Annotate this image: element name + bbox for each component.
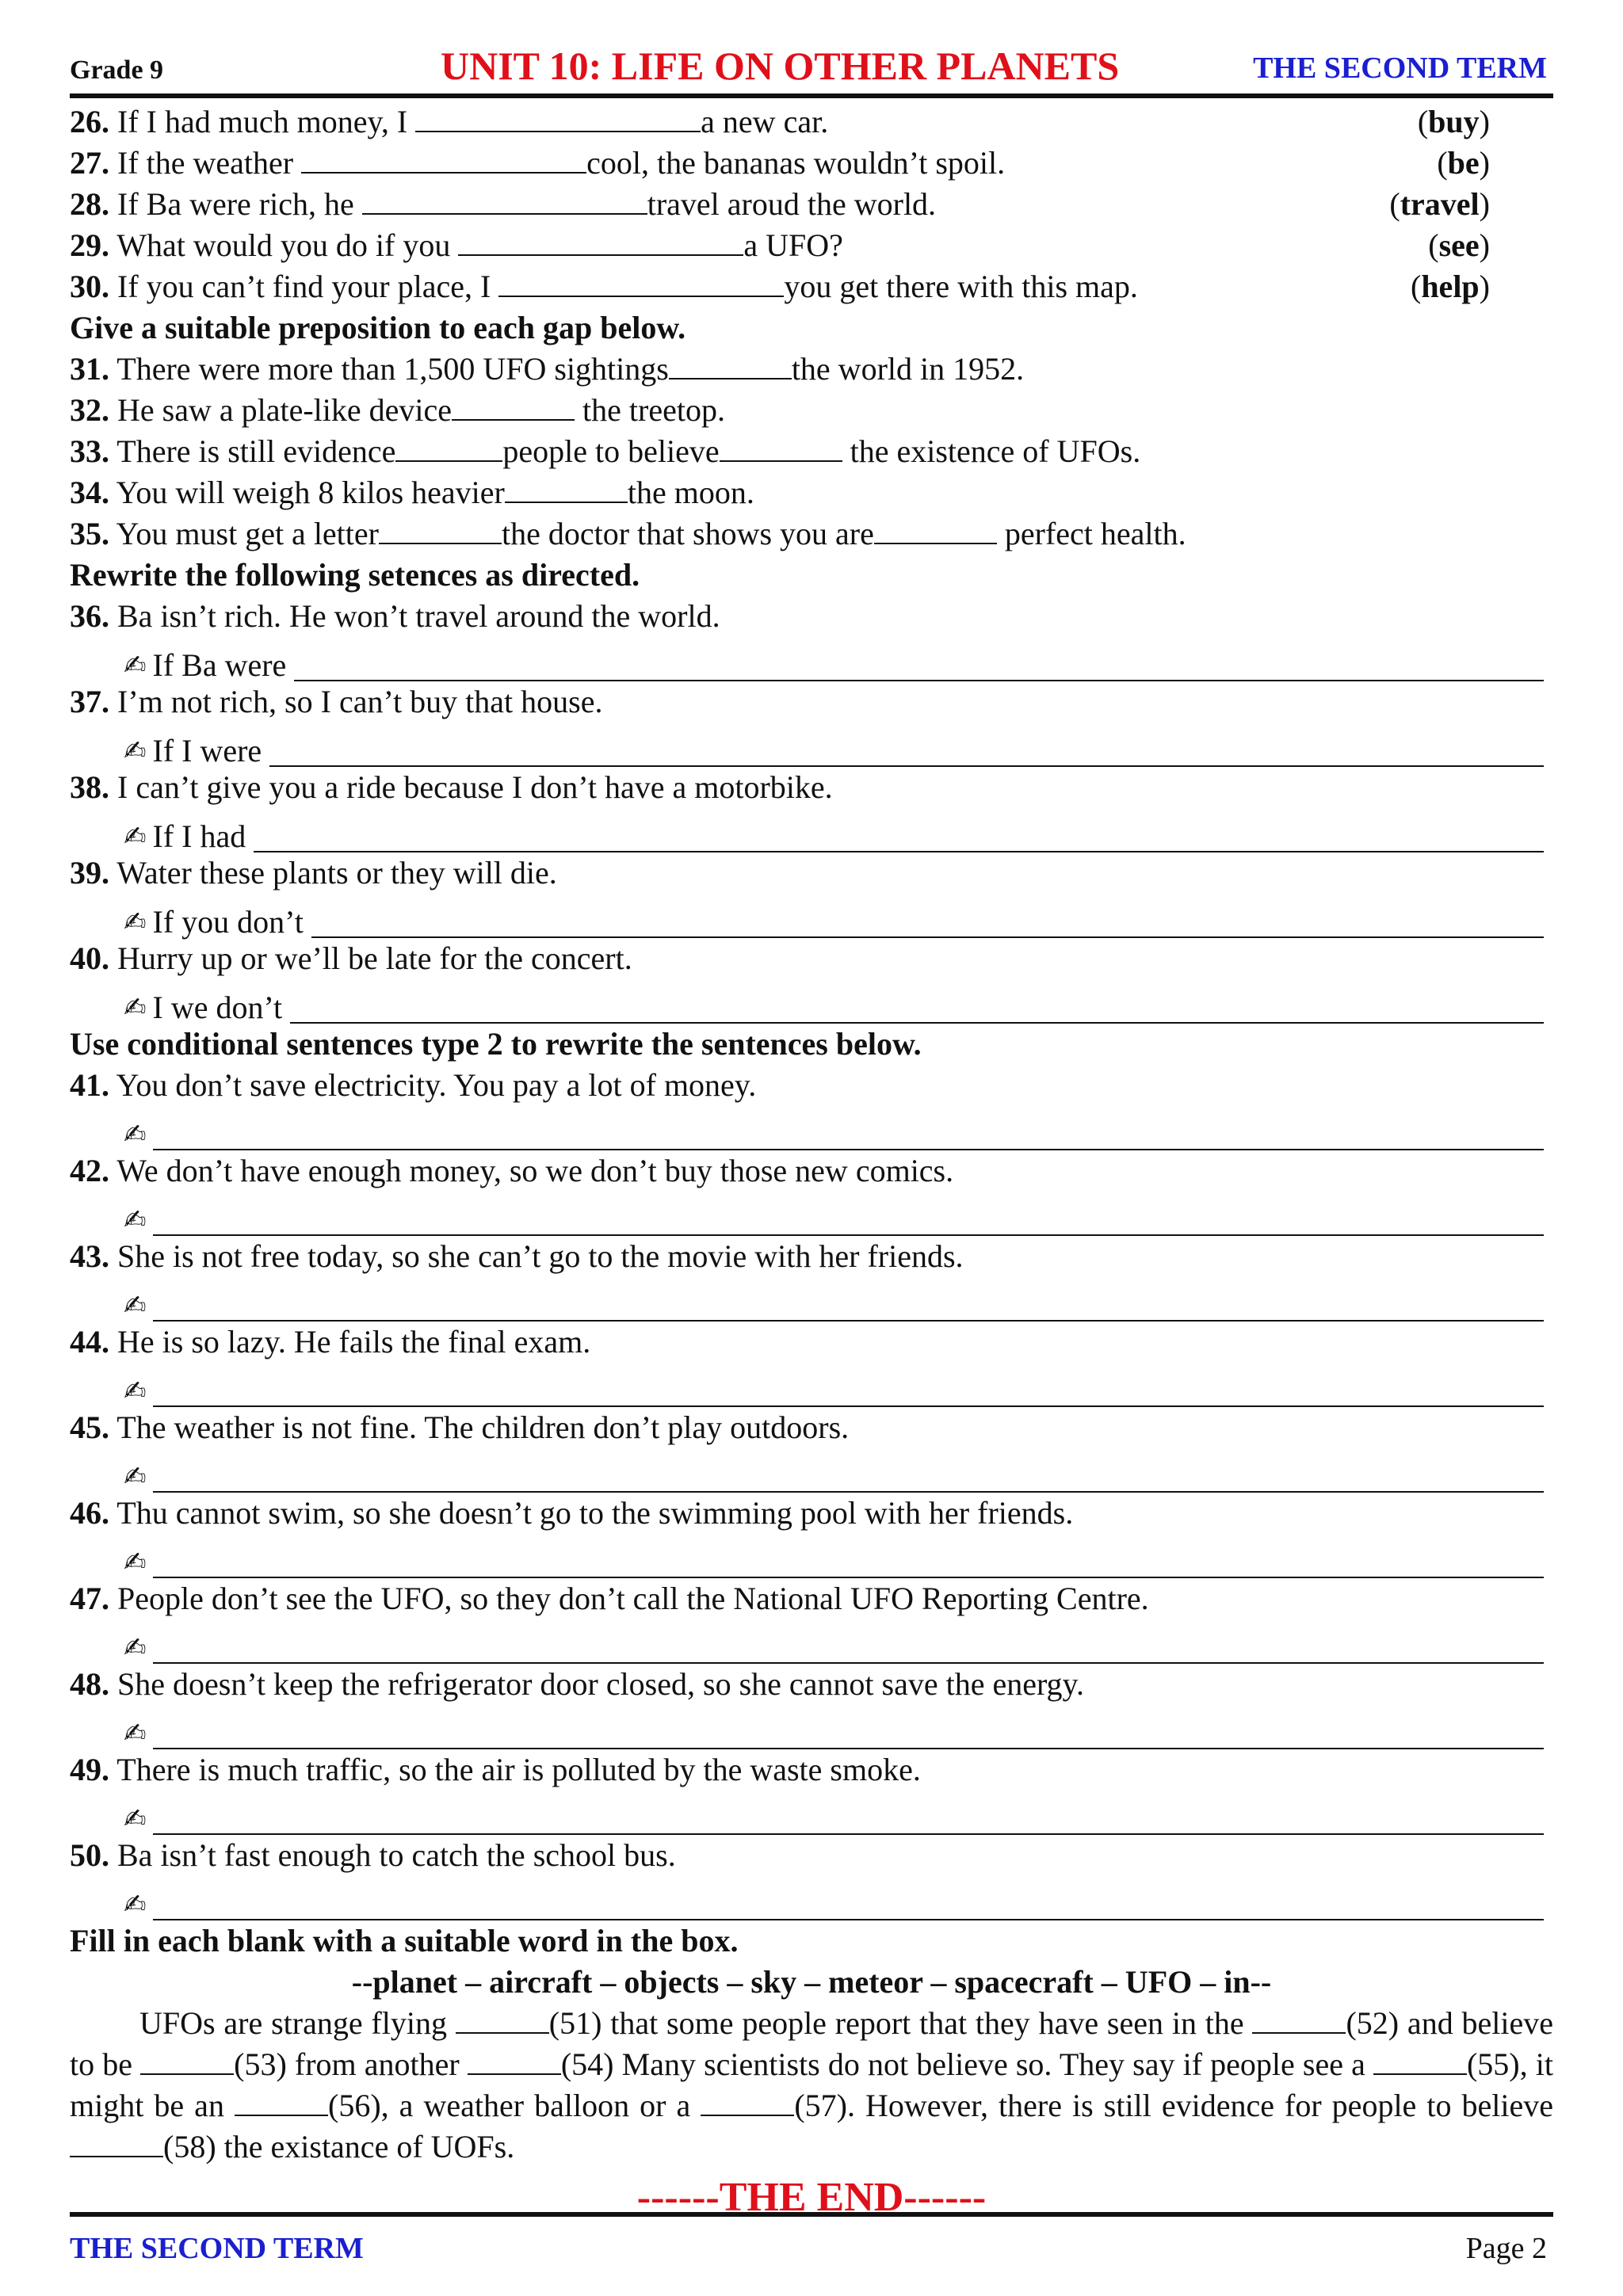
answer-blank[interactable] bbox=[415, 102, 701, 132]
writing-hand-icon: ✍ bbox=[124, 1204, 147, 1236]
item-number: 41. bbox=[70, 1067, 109, 1103]
item-number: 40. bbox=[70, 940, 109, 976]
exercise-item-43 bbox=[70, 1236, 1553, 1277]
exercise-item-50 bbox=[70, 1835, 1553, 1876]
exercise-item-41 bbox=[70, 1065, 1553, 1106]
answer-line[interactable] bbox=[153, 1203, 1545, 1236]
passage-text: (58) the existance of UOFs. bbox=[163, 2129, 515, 2164]
writing-hand-icon: ✍ bbox=[124, 1290, 147, 1322]
verb-hint: (see) bbox=[1428, 227, 1490, 263]
term-label-top: THE SECOND TERM bbox=[1253, 51, 1547, 85]
section-heading-conditional: Use conditional sentences type 2 to rewrite the sentences below. bbox=[70, 1026, 922, 1062]
answer-blank[interactable] bbox=[720, 432, 842, 462]
answer-blank[interactable] bbox=[379, 514, 502, 544]
answer-line[interactable] bbox=[153, 1117, 1545, 1150]
answer-blank[interactable] bbox=[669, 349, 792, 379]
writing-hand-icon: ✍ bbox=[124, 821, 147, 852]
item-number: 49. bbox=[70, 1752, 109, 1787]
item-text: the doctor that shows you are bbox=[501, 516, 874, 551]
answer-line[interactable] bbox=[153, 1545, 1545, 1578]
item-number: 47. bbox=[70, 1581, 109, 1616]
exercise-item-29 bbox=[70, 225, 1553, 266]
passage-text: (54) Many scientists do not believe so. They say if people see a bbox=[560, 2046, 1373, 2082]
item-text: You must get a letter bbox=[116, 516, 379, 551]
item-text: We don’t have enough money, so we don’t buy those new comics. bbox=[116, 1153, 954, 1188]
writing-hand-icon: ✍ bbox=[124, 1718, 147, 1749]
answer-row bbox=[70, 894, 1553, 938]
item-number: 46. bbox=[70, 1495, 109, 1531]
exercise-item-44 bbox=[70, 1322, 1553, 1363]
exercise-item-48 bbox=[70, 1664, 1553, 1705]
passage-text: (51) that some people report that they have seen in the bbox=[548, 2005, 1253, 2041]
item-text: She is not free today, so she can’t go to the movie with her friends. bbox=[117, 1238, 964, 1274]
answer-blank[interactable] bbox=[395, 432, 502, 462]
writing-hand-icon: ✍ bbox=[124, 1803, 147, 1835]
answer-blank[interactable] bbox=[498, 267, 784, 297]
passage-text: (57). However, there is still evidence for people to believe bbox=[794, 2088, 1553, 2123]
passage-text: (55), it might be an bbox=[70, 2046, 1553, 2123]
blank-52[interactable] bbox=[1252, 2004, 1346, 2034]
item-text: There is much traffic, so the air is polluted by the waste smoke. bbox=[116, 1752, 921, 1787]
item-text-after: a new car. bbox=[701, 104, 829, 139]
page-number: Page 2 bbox=[1465, 2232, 1547, 2265]
answer-row bbox=[70, 723, 1553, 767]
item-text: You will weigh 8 kilos heavier bbox=[116, 475, 505, 510]
worksheet-content bbox=[70, 101, 1553, 2221]
blank-57[interactable] bbox=[701, 2086, 794, 2116]
answer-row bbox=[70, 1192, 1553, 1236]
item-number: 31. bbox=[70, 351, 109, 387]
answer-lead: I we don’t bbox=[152, 990, 283, 1025]
exercise-item-45 bbox=[70, 1407, 1553, 1448]
item-text-before: What would you do if you bbox=[116, 227, 459, 263]
answer-line[interactable] bbox=[290, 990, 1544, 1024]
item-text: Ba isn’t rich. He won’t travel around the world. bbox=[117, 598, 720, 634]
answer-line[interactable] bbox=[153, 1630, 1545, 1664]
exercise-item-31 bbox=[70, 349, 1553, 390]
item-number: 45. bbox=[70, 1409, 109, 1445]
item-number: 27. bbox=[70, 145, 109, 181]
writing-hand-icon: ✍ bbox=[124, 735, 147, 767]
answer-row bbox=[70, 1705, 1553, 1749]
item-text: the moon. bbox=[627, 475, 754, 510]
page-header bbox=[70, 44, 1553, 98]
item-number: 43. bbox=[70, 1238, 109, 1274]
item-number: 44. bbox=[70, 1324, 109, 1360]
exercise-item-42 bbox=[70, 1150, 1553, 1192]
answer-blank[interactable] bbox=[452, 391, 575, 421]
answer-row bbox=[70, 979, 1553, 1024]
writing-hand-icon: ✍ bbox=[124, 1461, 147, 1493]
answer-line[interactable] bbox=[153, 1459, 1545, 1493]
verb-hint: (travel) bbox=[1389, 186, 1490, 222]
answer-blank[interactable] bbox=[874, 514, 997, 544]
item-text: He is so lazy. He fails the final exam. bbox=[117, 1324, 591, 1360]
writing-hand-icon: ✍ bbox=[124, 1889, 147, 1920]
verb-hint: (be) bbox=[1437, 145, 1490, 181]
item-number: 50. bbox=[70, 1837, 109, 1873]
item-number: 42. bbox=[70, 1153, 109, 1188]
answer-row bbox=[70, 1363, 1553, 1407]
exercise-item-38 bbox=[70, 767, 1553, 808]
passage-text: (56), a weather balloon or a bbox=[328, 2088, 701, 2123]
answer-line[interactable] bbox=[311, 905, 1544, 938]
passage-text: UFOs are strange flying bbox=[139, 2005, 456, 2041]
verb-hint: (help) bbox=[1410, 269, 1490, 304]
item-text: The weather is not fine. The children don’t play outdoors. bbox=[116, 1409, 850, 1445]
item-number: 34. bbox=[70, 475, 109, 510]
item-text: Thu cannot swim, so she doesn’t go to the swimming pool with her friends. bbox=[116, 1495, 1074, 1531]
item-text-after: a UFO? bbox=[743, 227, 843, 263]
answer-row bbox=[70, 1876, 1553, 1920]
item-number: 39. bbox=[70, 855, 109, 891]
item-text: Water these plants or they will die. bbox=[116, 855, 557, 891]
exercise-item-47 bbox=[70, 1578, 1553, 1619]
item-text: He saw a plate-like device bbox=[117, 392, 453, 428]
item-number: 36. bbox=[70, 598, 109, 634]
item-number: 28. bbox=[70, 186, 109, 222]
cloze-passage bbox=[70, 2003, 1553, 2168]
exercise-item-28 bbox=[70, 184, 1553, 225]
item-number: 33. bbox=[70, 433, 109, 469]
item-number: 35. bbox=[70, 516, 109, 551]
answer-blank[interactable] bbox=[505, 473, 628, 503]
section-heading-prepositions: Give a suitable preposition to each gap below. bbox=[70, 310, 686, 345]
writing-hand-icon: ✍ bbox=[124, 1632, 147, 1664]
item-text-after: cool, the bananas wouldn’t spoil. bbox=[586, 145, 1006, 181]
answer-line[interactable] bbox=[153, 1374, 1545, 1407]
item-text: There is still evidence bbox=[116, 433, 396, 469]
section-heading-fill-blank: Fill in each blank with a suitable word in the box. bbox=[70, 1923, 739, 1958]
item-text: Ba isn’t fast enough to catch the school bus. bbox=[117, 1837, 676, 1873]
answer-row bbox=[70, 1106, 1553, 1150]
answer-line[interactable] bbox=[254, 819, 1544, 852]
answer-line[interactable] bbox=[269, 734, 1544, 767]
writing-hand-icon: ✍ bbox=[124, 1375, 147, 1407]
writing-hand-icon: ✍ bbox=[124, 650, 147, 681]
section-heading-rewrite: Rewrite the following setences as directed. bbox=[70, 557, 640, 593]
item-text: people to believe bbox=[502, 433, 720, 469]
blank-51[interactable] bbox=[456, 2004, 549, 2034]
item-text: People don’t see the UFO, so they don’t call the National UFO Reporting Centre. bbox=[117, 1581, 1149, 1616]
answer-line[interactable] bbox=[153, 1716, 1545, 1749]
item-text: You don’t save electricity. You pay a lot of money. bbox=[116, 1067, 757, 1103]
item-text: the existence of UFOs. bbox=[842, 433, 1141, 469]
exercise-item-37 bbox=[70, 681, 1553, 723]
writing-hand-icon: ✍ bbox=[124, 906, 147, 938]
writing-hand-icon: ✍ bbox=[124, 992, 147, 1024]
answer-row bbox=[70, 1619, 1553, 1664]
answer-row bbox=[70, 637, 1553, 681]
verb-hint: (buy) bbox=[1417, 104, 1490, 139]
writing-hand-icon: ✍ bbox=[124, 1547, 147, 1578]
exercise-item-46 bbox=[70, 1493, 1553, 1534]
page-footer bbox=[70, 2212, 1553, 2264]
exercise-item-36 bbox=[70, 596, 1553, 637]
item-text: She doesn’t keep the refrigerator door closed, so she cannot save the energy. bbox=[117, 1666, 1084, 1702]
answer-row bbox=[70, 1791, 1553, 1835]
answer-line[interactable] bbox=[153, 1802, 1545, 1835]
answer-row bbox=[70, 1448, 1553, 1493]
item-text: I can’t give you a ride because I don’t have a motorbike. bbox=[117, 769, 833, 805]
answer-lead: If I were bbox=[152, 733, 262, 769]
blank-58[interactable] bbox=[70, 2127, 163, 2157]
item-text: the treetop. bbox=[575, 392, 725, 428]
exercise-item-34 bbox=[70, 472, 1553, 513]
blank-55[interactable] bbox=[1373, 2045, 1467, 2075]
item-text: There were more than 1,500 UFO sightings bbox=[116, 351, 669, 387]
blank-53[interactable] bbox=[140, 2045, 234, 2075]
item-number: 32. bbox=[70, 392, 109, 428]
item-number: 29. bbox=[70, 227, 109, 263]
item-text: perfect health. bbox=[996, 516, 1186, 551]
word-box: --planet – aircraft – objects – sky – meteor – spacecraft – UFO – in-- bbox=[351, 1964, 1272, 2000]
blank-54[interactable] bbox=[468, 2045, 561, 2075]
answer-blank[interactable] bbox=[301, 143, 586, 174]
exercise-item-26 bbox=[70, 101, 1553, 143]
exercise-item-40 bbox=[70, 938, 1553, 979]
grade-label: Grade 9 bbox=[70, 55, 164, 85]
answer-row bbox=[70, 808, 1553, 852]
item-text-before: If Ba were rich, he bbox=[117, 186, 362, 222]
answer-blank[interactable] bbox=[362, 185, 647, 215]
answer-lead: If I had bbox=[152, 818, 246, 854]
exercise-item-32 bbox=[70, 390, 1553, 431]
answer-lead: If Ba were bbox=[152, 647, 287, 683]
blank-56[interactable] bbox=[235, 2086, 328, 2116]
answer-line[interactable] bbox=[153, 1288, 1545, 1322]
item-number: 37. bbox=[70, 684, 109, 719]
passage-text: (53) from another bbox=[234, 2046, 468, 2082]
item-text: Hurry up or we’ll be late for the concert. bbox=[117, 940, 632, 976]
answer-blank[interactable] bbox=[458, 226, 743, 256]
exercise-item-33 bbox=[70, 431, 1553, 472]
term-label-bottom: THE SECOND TERM bbox=[70, 2232, 364, 2265]
item-text-after: travel aroud the world. bbox=[647, 186, 937, 222]
answer-row bbox=[70, 1534, 1553, 1578]
item-text-after: you get there with this map. bbox=[784, 269, 1138, 304]
exercise-item-35 bbox=[70, 513, 1553, 555]
answer-line[interactable] bbox=[153, 1887, 1545, 1920]
item-text: the world in 1952. bbox=[791, 351, 1025, 387]
writing-hand-icon: ✍ bbox=[124, 1119, 147, 1150]
item-text-before: If the weather bbox=[117, 145, 302, 181]
item-text: I’m not rich, so I can’t buy that house. bbox=[117, 684, 603, 719]
item-text-before: If I had much money, I bbox=[117, 104, 416, 139]
passage-text: (52) and believe to be bbox=[70, 2005, 1554, 2082]
the-end-label: ------THE END------ bbox=[636, 2175, 987, 2220]
exercise-item-39 bbox=[70, 852, 1553, 894]
answer-row bbox=[70, 1277, 1553, 1322]
exercise-item-27 bbox=[70, 143, 1553, 184]
exercise-item-49 bbox=[70, 1749, 1553, 1791]
item-number: 26. bbox=[70, 104, 109, 139]
exercise-item-30 bbox=[70, 266, 1553, 307]
item-number: 30. bbox=[70, 269, 109, 304]
answer-lead: If you don’t bbox=[152, 904, 304, 940]
answer-line[interactable] bbox=[294, 648, 1544, 681]
item-text-before: If you can’t find your place, I bbox=[117, 269, 499, 304]
item-number: 48. bbox=[70, 1666, 109, 1702]
item-number: 38. bbox=[70, 769, 109, 805]
unit-title: UNIT 10: LIFE ON OTHER PLANETS bbox=[441, 44, 1120, 88]
